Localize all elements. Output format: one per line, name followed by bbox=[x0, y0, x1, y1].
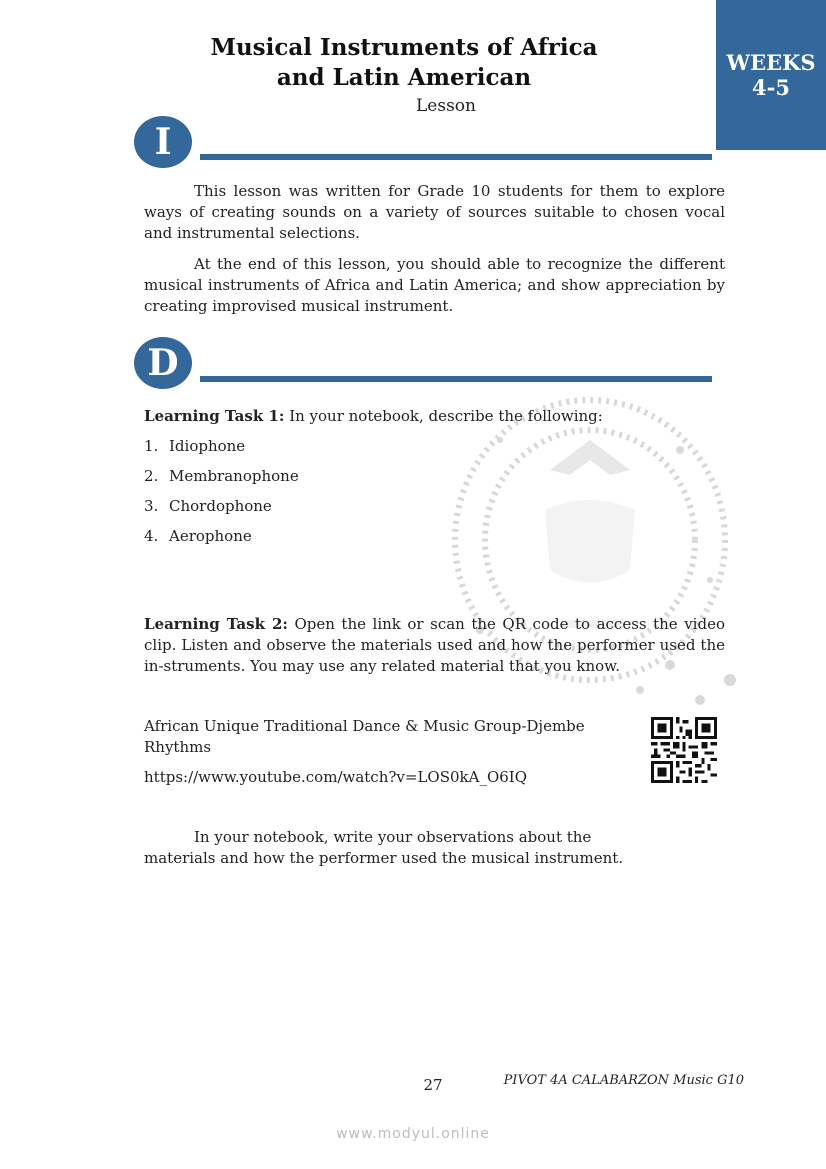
qr-code-icon[interactable] bbox=[651, 717, 717, 783]
observation-instruction bbox=[144, 827, 704, 848]
learning-task-2 bbox=[144, 614, 725, 677]
section-d-rule bbox=[200, 376, 712, 382]
list-item bbox=[144, 436, 245, 456]
list-number: 1. bbox=[144, 437, 159, 455]
intro-paragraph-1: This lesson was written for Grade 10 students for them to explore ways of creating sounds on a variety of sources suitable to chosen vocal and instrumental selections. bbox=[144, 182, 725, 242]
series-label: PIVOT 4A CALABARZON Music G10 bbox=[503, 1073, 744, 1088]
section-i-badge: I bbox=[134, 116, 192, 168]
task-2-label: Learning Task 2: bbox=[144, 615, 288, 633]
task-1-text: In your notebook, describe the following: bbox=[284, 407, 603, 425]
page-number: 27 bbox=[423, 1076, 443, 1094]
list-text: Aerophone bbox=[169, 527, 252, 545]
video-title-line-1: African Unique Traditional Dance & Music Group-Djembe bbox=[144, 717, 585, 735]
intro-paragraph-2: At the end of this lesson, you should able to recognize the different musical instruments of Africa and Latin America; and show appreciation by creating improvised musical instrument. bbox=[144, 255, 725, 315]
learning-task-1 bbox=[144, 406, 725, 427]
list-number: 3. bbox=[144, 497, 159, 515]
site-watermark: www.modyul.online bbox=[336, 1126, 490, 1142]
title-line-1: Musical Instruments of Africa bbox=[210, 34, 598, 61]
observation-instruction-cont: materials and how the performer used the musical instrument. bbox=[144, 849, 624, 867]
list-number: 2. bbox=[144, 467, 159, 485]
weeks-tab bbox=[716, 0, 826, 150]
section-d-badge: D bbox=[134, 337, 192, 389]
list-text: Idiophone bbox=[169, 437, 246, 455]
page-subtitle: Lesson bbox=[416, 96, 476, 116]
section-i-rule bbox=[200, 154, 712, 160]
video-title-line-2: Rhythms bbox=[144, 738, 212, 756]
weeks-label: WEEKS bbox=[726, 50, 816, 75]
weeks-range: 4-5 bbox=[752, 75, 790, 100]
page-title bbox=[150, 33, 658, 93]
list-number: 4. bbox=[144, 527, 159, 545]
list-text: Membranophone bbox=[169, 467, 299, 485]
title-line-2: and Latin American bbox=[276, 64, 532, 91]
list-text: Chordophone bbox=[169, 497, 272, 515]
list-item bbox=[144, 526, 252, 546]
list-item bbox=[144, 466, 299, 486]
task-1-label: Learning Task 1: bbox=[144, 407, 285, 425]
list-item bbox=[144, 496, 272, 516]
video-link[interactable]: https://www.youtube.com/watch?v=LOS0kA_O6IQ bbox=[144, 768, 528, 786]
video-title bbox=[144, 716, 585, 758]
task-2-text: Open the link or scan the QR code to access the video clip. Listen and observe the materials used and how the performer used the in-struments. You may use any related material that you know. bbox=[144, 615, 725, 675]
observation-line-1: In your notebook, write your observations about the bbox=[194, 828, 592, 846]
